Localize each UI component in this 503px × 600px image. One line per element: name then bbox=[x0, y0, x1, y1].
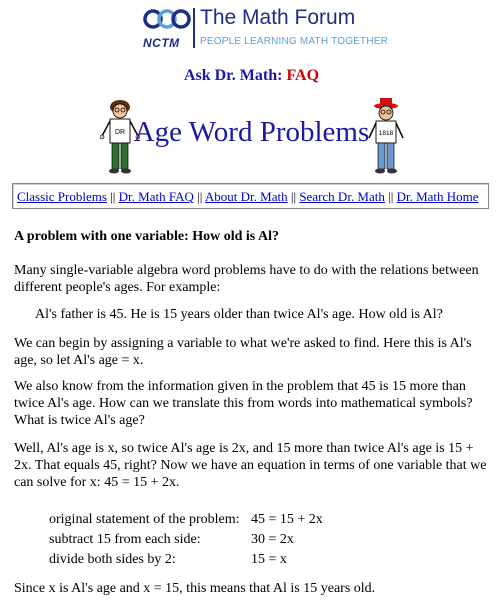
nav-separator: || bbox=[197, 189, 203, 204]
nav-separator: || bbox=[388, 189, 394, 204]
nav-bar bbox=[12, 183, 489, 209]
logo-org: NCTM bbox=[143, 36, 180, 50]
nav-separator: || bbox=[290, 189, 297, 204]
step-value: 30 = 2x bbox=[251, 532, 294, 547]
math-forum-logo[interactable] bbox=[143, 6, 389, 50]
ask-label: Ask Dr. Math: bbox=[183, 67, 287, 84]
nav-link-classic-problems[interactable]: Classic Problems bbox=[17, 189, 107, 204]
title-banner bbox=[0, 98, 503, 178]
step-label: subtract 15 from each side: bbox=[49, 532, 201, 547]
nav-separator: || bbox=[110, 189, 116, 204]
step-label: original statement of the problem: bbox=[49, 512, 240, 527]
paragraph-equation: Well, Al's age is x, so twice Al's age is 2x, and 15 more than twice Al's age is 15 + 2x. That equals 45, right? Now we have an equation in terms of one variable that we can solve for x: 45 = 15 + 2x. bbox=[14, 441, 487, 490]
right-shirt-text: 1818 bbox=[378, 130, 394, 137]
logo-divider bbox=[193, 8, 195, 48]
example-problem: Al's father is 45. He is 15 years older than twice Al's age. How old is Al? bbox=[35, 307, 443, 322]
paragraph-conclusion: Since x is Al's age and x = 15, this means that Al is 15 years old. bbox=[14, 581, 376, 596]
paragraph-translate: We also know from the information given in the problem that 45 is 15 more than twice Al's age. How can we translate this from words into mathematical symbols? What is twice Al's age? bbox=[14, 379, 473, 428]
paragraph-assign-variable: We can begin by assigning a variable to what we're asked to find. Here this is Al's age, so let Al's age = x. bbox=[14, 336, 472, 368]
paragraph-intro: Many single-variable algebra word problems have to do with the relations between different people's ages. For example: bbox=[14, 263, 479, 295]
page-title: Age Word Problems bbox=[133, 116, 370, 148]
ask-dr-math-heading bbox=[0, 67, 503, 85]
step-value: 15 = x bbox=[251, 552, 287, 567]
step-label: divide both sides by 2: bbox=[49, 552, 176, 567]
left-shirt-text: DR bbox=[114, 129, 126, 136]
nav-link-dr-math-faq[interactable]: Dr. Math FAQ bbox=[118, 189, 194, 204]
nav-link-search-dr-math[interactable]: Search Dr. Math bbox=[299, 189, 385, 204]
faq-label: FAQ bbox=[286, 67, 320, 84]
dr-math-figure-red-hat-icon bbox=[366, 98, 406, 180]
logo-tagline: PEOPLE LEARNING MATH TOGETHER bbox=[200, 36, 389, 47]
nav-links bbox=[17, 189, 479, 205]
step-value: 45 = 15 + 2x bbox=[251, 512, 323, 527]
section-heading: A problem with one variable: How old is Al? bbox=[14, 229, 279, 244]
article-content bbox=[14, 228, 490, 596]
nav-link-dr-math-home[interactable]: Dr. Math Home bbox=[396, 189, 479, 204]
nav-link-about-dr-math[interactable]: About Dr. Math bbox=[204, 189, 288, 204]
logo-title: The Math Forum bbox=[200, 6, 356, 29]
